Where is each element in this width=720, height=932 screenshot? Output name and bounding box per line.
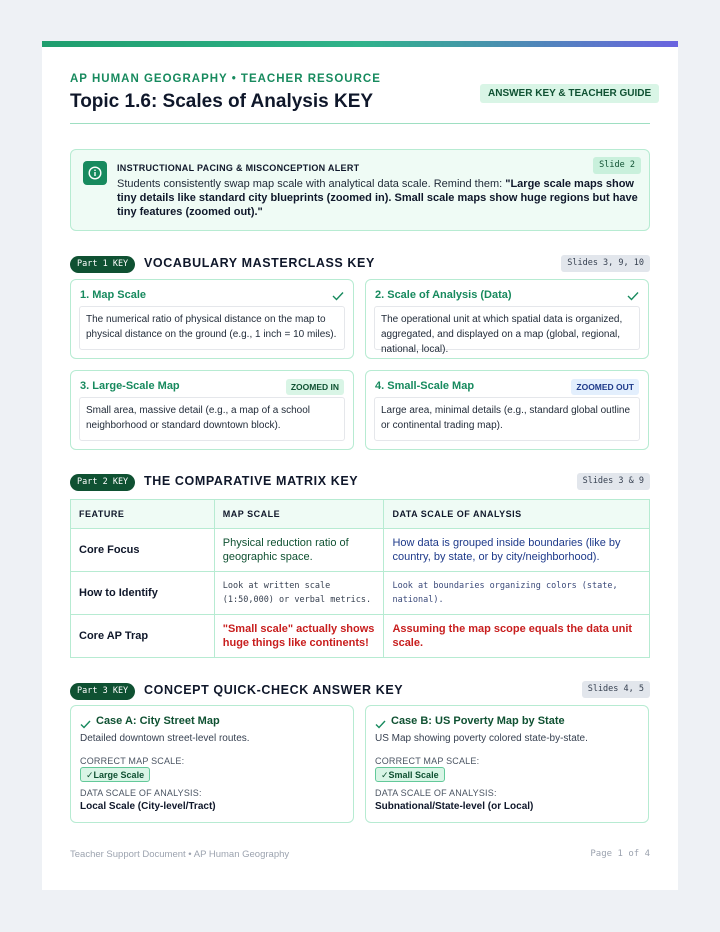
vocab-card-large-scale bbox=[70, 370, 354, 450]
alert-body-text: Students consistently swap map scale with analytical data scale. Remind them: bbox=[117, 178, 506, 190]
alert-heading: INSTRUCTIONAL PACING & MISCONCEPTION ALERT bbox=[117, 163, 360, 173]
matrix-feature-cell: Core Focus bbox=[71, 529, 215, 572]
part2-title: THE COMPARATIVE MATRIX KEY bbox=[144, 474, 359, 488]
case-title: Case B: US Poverty Map by State bbox=[391, 715, 565, 727]
table-row bbox=[71, 615, 650, 658]
table-row bbox=[71, 529, 650, 572]
part3-title: CONCEPT QUICK-CHECK ANSWER KEY bbox=[144, 683, 404, 697]
vocab-card-definition: Large area, minimal details (e.g., standard global outline or continental trading map). bbox=[374, 397, 640, 441]
zoomed-in-badge: ZOOMED IN bbox=[286, 379, 344, 395]
matrix-column-header: DATA SCALE OF ANALYSIS bbox=[384, 500, 650, 529]
misconception-alert bbox=[70, 149, 650, 231]
zoomed-out-badge: ZOOMED OUT bbox=[571, 379, 639, 395]
part2-slides-tag: Slides 3 & 9 bbox=[577, 473, 650, 490]
case-title: Case A: City Street Map bbox=[96, 715, 220, 727]
vocab-card-title: 4. Small-Scale Map bbox=[375, 380, 475, 392]
part1-slides-tag: Slides 3, 9, 10 bbox=[561, 255, 650, 272]
vocab-card-definition: Small area, massive detail (e.g., a map of a school neighborhood or standard downtown block). bbox=[79, 397, 345, 441]
alert-body bbox=[117, 177, 639, 219]
matrix-column-header: MAP SCALE bbox=[214, 500, 384, 529]
data-scale-answer: Local Scale (City-level/Tract) bbox=[80, 801, 216, 812]
check-icon bbox=[375, 716, 386, 734]
eyebrow-label: AP HUMAN GEOGRAPHY • TEACHER RESOURCE bbox=[70, 73, 381, 85]
vocab-card-title: 1. Map Scale bbox=[80, 289, 147, 301]
check-icon bbox=[627, 288, 639, 306]
case-description: Detailed downtown street-level routes. bbox=[80, 733, 250, 744]
data-scale-label: DATA SCALE OF ANALYSIS: bbox=[375, 788, 497, 798]
matrix-map-scale-cell: Physical reduction ratio of geographic space. bbox=[214, 529, 384, 572]
data-scale-label: DATA SCALE OF ANALYSIS: bbox=[80, 788, 202, 798]
vocab-card-title: 2. Scale of Analysis (Data) bbox=[375, 289, 512, 301]
map-scale-label: CORRECT MAP SCALE: bbox=[375, 756, 480, 766]
alert-body-quote: "Large scale maps show tiny details like standard city blueprints (zoomed in). Small scale maps show huge regions but have tiny features (zoomed out)." bbox=[117, 178, 638, 218]
vocab-card-definition: The numerical ratio of physical distance on the map to physical distance on the ground (e.g., 1 inch = 10 miles). bbox=[79, 306, 345, 350]
part1-pill: Part 1 KEY bbox=[70, 256, 135, 273]
vocab-card-scale-of-analysis bbox=[365, 279, 649, 359]
table-row bbox=[71, 572, 650, 615]
page-title: Topic 1.6: Scales of Analysis KEY bbox=[70, 91, 374, 112]
vocab-card-definition: The operational unit at which spatial data is organized, aggregated, and displayed on a map (global, regional, national, local). bbox=[374, 306, 640, 350]
matrix-map-scale-cell: Look at written scale (1:50,000) or verbal metrics. bbox=[214, 572, 384, 615]
check-icon bbox=[80, 716, 91, 734]
worksheet-page bbox=[42, 41, 678, 890]
matrix-map-scale-cell: "Small scale" actually shows huge things like continents! bbox=[214, 615, 384, 658]
matrix-data-scale-cell: How data is grouped inside boundaries (like by country, by state, or by city/neighborhood). bbox=[384, 529, 650, 572]
matrix-column-header: FEATURE bbox=[71, 500, 215, 529]
footer-page-number: Page 1 of 4 bbox=[590, 849, 650, 859]
top-accent-bar bbox=[42, 41, 678, 47]
comparison-matrix bbox=[70, 499, 650, 658]
info-icon bbox=[83, 161, 107, 185]
matrix-data-scale-cell: Look at boundaries organizing colors (state, national). bbox=[384, 572, 650, 615]
map-scale-label: CORRECT MAP SCALE: bbox=[80, 756, 185, 766]
map-scale-answer-badge: ✓Small Scale bbox=[375, 767, 445, 782]
part1-title: VOCABULARY MASTERCLASS KEY bbox=[144, 256, 375, 270]
part3-slides-tag: Slides 4, 5 bbox=[582, 681, 650, 698]
header-divider bbox=[70, 123, 650, 124]
answer-key-badge: ANSWER KEY & TEACHER GUIDE bbox=[480, 84, 659, 103]
matrix-feature-cell: Core AP Trap bbox=[71, 615, 215, 658]
vocab-card-title: 3. Large-Scale Map bbox=[80, 380, 180, 392]
quick-check-case-a bbox=[70, 705, 354, 823]
matrix-header-row bbox=[71, 500, 650, 529]
quick-check-case-b bbox=[365, 705, 649, 823]
check-icon bbox=[332, 288, 344, 306]
data-scale-answer: Subnational/State-level (or Local) bbox=[375, 801, 534, 812]
part3-pill: Part 3 KEY bbox=[70, 683, 135, 700]
map-scale-answer-badge: ✓Large Scale bbox=[80, 767, 150, 782]
alert-slide-tag: Slide 2 bbox=[593, 157, 641, 174]
matrix-feature-cell: How to Identify bbox=[71, 572, 215, 615]
case-description: US Map showing poverty colored state-by-state. bbox=[375, 733, 588, 744]
vocab-card-small-scale bbox=[365, 370, 649, 450]
footer-document-label: Teacher Support Document • AP Human Geography bbox=[70, 849, 290, 860]
part2-pill: Part 2 KEY bbox=[70, 474, 135, 491]
vocab-card-map-scale bbox=[70, 279, 354, 359]
matrix-data-scale-cell: Assuming the map scope equals the data unit scale. bbox=[384, 615, 650, 658]
